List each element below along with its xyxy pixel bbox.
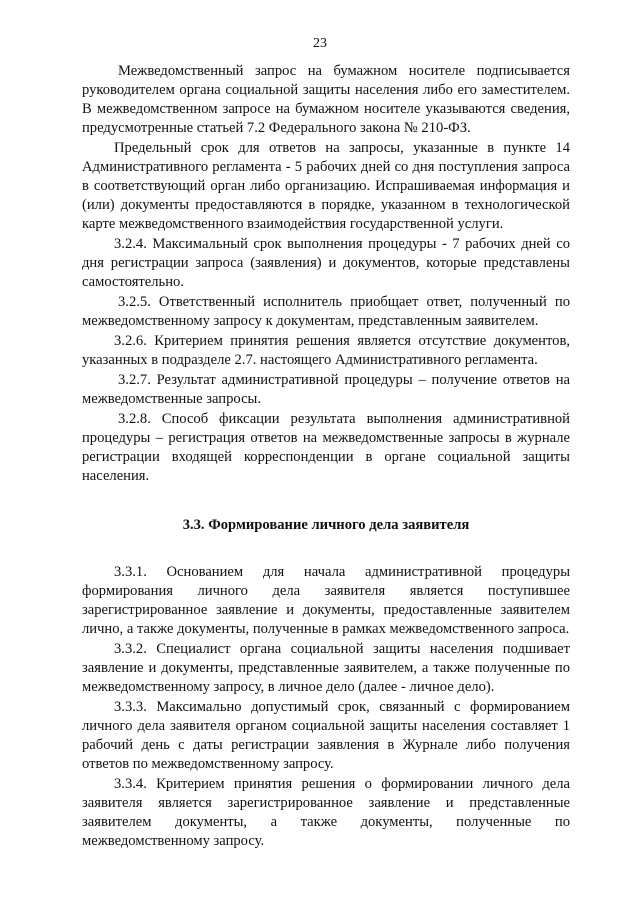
section-heading-3-3: 3.3. Формирование личного дела заявителя bbox=[182, 517, 470, 533]
paragraph-3-3-4: 3.3.4. Критерием принятия решения о формировании личного дела заявителя является зарегистрированное заявление и представленные заявителем документы, а также документы, полученные по межведомственному запросу. bbox=[82, 776, 570, 849]
paragraph-3-2-7: 3.2.7. Результат административной процедуры – получение ответов на межведомственные запросы. bbox=[82, 372, 570, 407]
paragraph-3-3-1: 3.3.1. Основанием для начала административной процедуры формирования личного дела заявителя является поступившее зарегистрированное заявление и документы, предоставленные заявителем лично, а также документы, полученные в рамках межведомственного запроса. bbox=[82, 564, 570, 637]
paragraph-interagency-request-signing: Межведомственный запрос на бумажном носителе подписывается руководителем органа социальной защиты населения либо его заместителем. В межведомственном запросе на бумажном носителе указываются сведения, предусмотренные статьей 7.2 Федерального закона № 210-ФЗ. bbox=[82, 63, 570, 136]
paragraph-3-3-2: 3.3.2. Специалист органа социальной защиты населения подшивает заявление и документы, представленные заявителем, а также полученные по межведомственному запросу, в личное дело (далее - личное дело). bbox=[82, 641, 570, 695]
paragraph-3-2-5: 3.2.5. Ответственный исполнитель приобщает ответ, полученный по межведомственному запросу к документам, представленным заявителем. bbox=[82, 294, 570, 329]
paragraph-response-deadline: Предельный срок для ответов на запросы, указанные в пункте 14 Административного регламента - 5 рабочих дней со дня поступления запроса в соответствующий орган либо организацию. Испрашиваемая информация и (или) документы предоставляются в порядке, указанном в технологической карте межведомственного взаимодействия государственной услуги. bbox=[82, 140, 570, 232]
paragraph-3-2-4: 3.2.4. Максимальный срок выполнения процедуры - 7 рабочих дней со дня регистрации запроса (заявления) и документов, которые представлены самостоятельно. bbox=[82, 236, 570, 290]
paragraph-3-3-3: 3.3.3. Максимально допустимый срок, связанный с формированием личного дела заявителя органом социальной защиты населения составляет 1 рабочий день с даты регистрации заявления в Журнале либо получения ответов по межведомственному запросу. bbox=[82, 699, 570, 772]
page-number: 23 bbox=[313, 36, 327, 51]
paragraph-3-2-8: 3.2.8. Способ фиксации результата выполнения административной процедуры – регистрация ответов на межведомственные запросы в журнале регистрации входящей корреспонденции в органе социальной защиты населения. bbox=[82, 411, 570, 484]
document-body bbox=[82, 62, 570, 852]
paragraph-3-2-6: 3.2.6. Критерием принятия решения является отсутствие документов, указанных в подразделе 2.7. настоящего Административного регламента. bbox=[82, 333, 570, 368]
